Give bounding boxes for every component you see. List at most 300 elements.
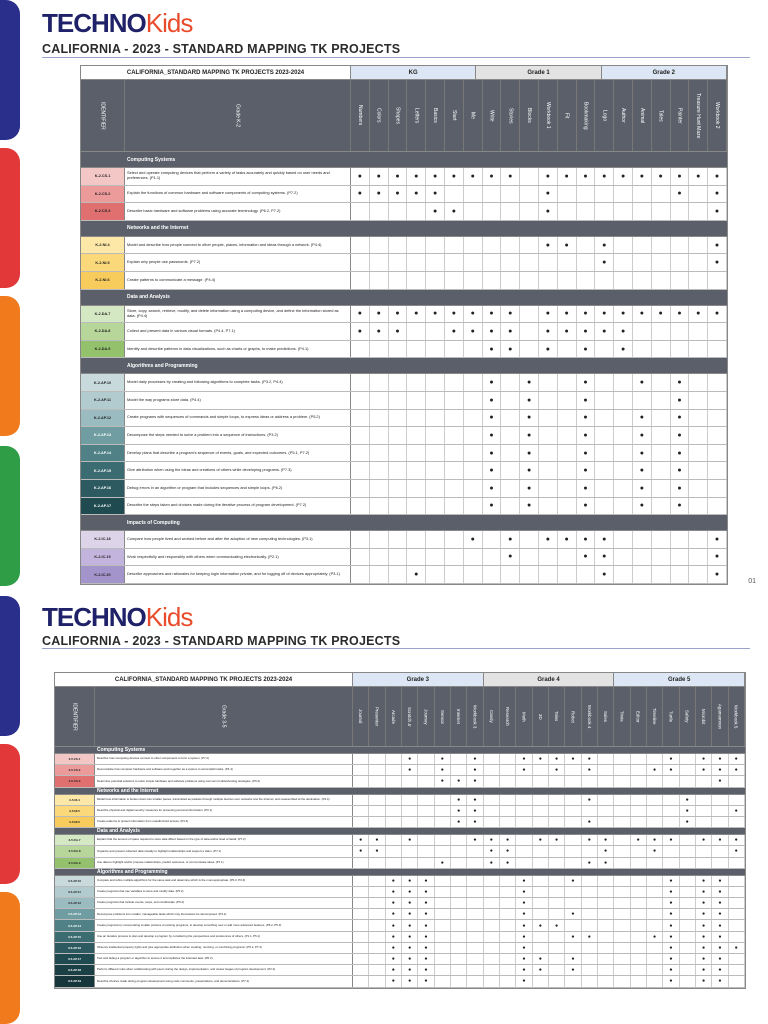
mapped-dot-icon: ● [639, 414, 644, 422]
mapping-cell [402, 932, 418, 942]
mapped-dot-icon: ● [489, 345, 494, 353]
mapped-dot-icon: ● [602, 553, 607, 561]
mapping-cell [533, 954, 549, 964]
mapping-cell [516, 817, 532, 827]
mapping-cell [370, 498, 389, 515]
project-name: Stories [507, 107, 514, 124]
mapping-cell [386, 776, 402, 786]
mapping-cell [696, 920, 712, 930]
mapping-cell [353, 754, 369, 764]
mapped-dot-icon: ● [473, 756, 477, 763]
mapping-cell [614, 374, 633, 391]
mapped-dot-icon: ● [669, 888, 673, 895]
standard-description: Explain why people use passwords. (P7.2) [125, 254, 351, 271]
mapping-cell [633, 566, 652, 583]
mapping-cell [520, 306, 539, 323]
mapping-cell [558, 498, 577, 515]
mapping-cell [708, 203, 727, 220]
mapping-cell [484, 976, 500, 986]
mapping-cell [712, 754, 728, 764]
mapped-dot-icon: ● [669, 877, 673, 884]
mapping-cell [539, 254, 558, 271]
grade-label-header [125, 80, 351, 151]
mapping-cell [370, 272, 389, 289]
mapping-cell [729, 943, 745, 953]
mapping-cell [369, 846, 385, 856]
mapping-cell [680, 795, 696, 805]
mapping-cell [598, 943, 614, 953]
mapped-dot-icon: ● [571, 933, 575, 940]
mapping-cell [501, 272, 520, 289]
mapping-cell [467, 846, 483, 856]
mapping-cell [680, 806, 696, 816]
mapping-cell [407, 272, 426, 289]
mapped-dot-icon: ● [408, 978, 412, 985]
mapping-cell [652, 392, 671, 409]
mapping-cell [451, 754, 467, 764]
standard-row [81, 272, 727, 290]
mapping-cell [549, 909, 565, 919]
mapping-cell [370, 186, 389, 203]
project-column-header [633, 80, 652, 151]
mapped-dot-icon: ● [587, 859, 591, 866]
standard-id: 3-5.AP.11 [55, 887, 95, 897]
mapping-cell [631, 817, 647, 827]
mapping-cell [516, 887, 532, 897]
mapping-cell [577, 392, 596, 409]
standard-id: K-2.AP.17 [81, 498, 125, 515]
mapping-cell [389, 168, 408, 185]
mapping-cell [652, 462, 671, 479]
mapping-cell [558, 566, 577, 583]
mapped-dot-icon: ● [669, 956, 673, 963]
mapping-cell [389, 427, 408, 444]
mapping-cell [696, 835, 712, 845]
mapping-cell [353, 817, 369, 827]
mapped-dot-icon: ● [522, 978, 526, 985]
mapping-cell [663, 965, 679, 975]
mapped-dot-icon: ● [701, 837, 706, 844]
mapping-cell [516, 765, 532, 775]
mapping-cell [663, 754, 679, 764]
mapping-cell [467, 858, 483, 868]
mapping-cell [652, 306, 671, 323]
mapping-cell [451, 876, 467, 886]
mapping-cell [516, 920, 532, 930]
mapping-cell [464, 203, 483, 220]
standard-row [55, 806, 745, 817]
mapping-cell [353, 965, 369, 975]
mapping-cell [445, 341, 464, 358]
mapping-cell [729, 754, 745, 764]
standard-row [55, 795, 745, 806]
standard-row [81, 462, 727, 480]
mapping-cell [598, 898, 614, 908]
mapped-dot-icon: ● [408, 877, 412, 884]
mapping-cell [520, 445, 539, 462]
mapping-cell [353, 776, 369, 786]
mapping-cell [549, 887, 565, 897]
mapping-cell [426, 203, 445, 220]
mapping-cell [353, 846, 369, 856]
mapping-cell [389, 392, 408, 409]
mapped-dot-icon: ● [473, 796, 477, 803]
mapping-cell [696, 795, 712, 805]
mapping-cell [464, 341, 483, 358]
mapping-cell [689, 549, 708, 566]
mapping-cell [729, 932, 745, 942]
project-name: Animal [638, 107, 645, 124]
mapping-cell [598, 765, 614, 775]
mapping-cell [353, 976, 369, 986]
mapping-cell [426, 237, 445, 254]
mapping-cell [467, 835, 483, 845]
mapping-cell [614, 835, 630, 845]
mapped-dot-icon: ● [522, 877, 526, 884]
standard-id: K-2.NI.4 [81, 237, 125, 254]
mapping-cell [565, 976, 581, 986]
mapping-cell [577, 374, 596, 391]
project-name: Journey [423, 708, 429, 725]
mapping-cell [464, 374, 483, 391]
mapping-cell [595, 427, 614, 444]
standard-id: 3-5.CS.2 [55, 765, 95, 775]
project-column-header [445, 80, 464, 151]
mapping-cell [565, 765, 581, 775]
mapping-cell [533, 876, 549, 886]
mapping-cell [565, 876, 581, 886]
mapped-dot-icon: ● [391, 978, 395, 985]
mapping-cell [680, 817, 696, 827]
mapping-cell [351, 549, 370, 566]
mapping-cell [671, 480, 690, 497]
mapped-dot-icon: ● [526, 379, 532, 387]
project-column-header [696, 687, 712, 746]
mapped-dot-icon: ● [506, 837, 510, 844]
mapped-dot-icon: ● [489, 502, 494, 510]
mapped-dot-icon: ● [376, 172, 381, 180]
mapping-cell [435, 754, 451, 764]
mapped-dot-icon: ● [583, 345, 588, 353]
mapped-dot-icon: ● [489, 431, 494, 439]
mapping-cell [558, 237, 577, 254]
mapped-dot-icon: ● [522, 922, 526, 929]
mapped-dot-icon: ● [677, 172, 682, 180]
standard-id: K-2.IC.19 [81, 549, 125, 566]
mapping-cell [582, 765, 598, 775]
mapping-cell [435, 846, 451, 856]
mapping-cell [520, 462, 539, 479]
mapping-cell [426, 254, 445, 271]
mapping-cell [351, 237, 370, 254]
mapping-cell [708, 272, 727, 289]
mapping-cell [633, 254, 652, 271]
mapping-cell [729, 976, 745, 986]
mapping-cell [680, 932, 696, 942]
mapped-dot-icon: ● [545, 310, 550, 318]
standard-row [81, 306, 727, 324]
project-column-header [671, 80, 690, 151]
mapped-dot-icon: ● [489, 396, 494, 404]
mapped-dot-icon: ● [375, 837, 379, 844]
mapping-cell [614, 480, 633, 497]
mapping-cell [631, 954, 647, 964]
mapping-cell [680, 876, 696, 886]
mapping-cell [577, 306, 596, 323]
mapped-dot-icon: ● [391, 911, 395, 918]
mapping-cell [467, 920, 483, 930]
mapped-dot-icon: ● [555, 767, 559, 774]
mapping-cell [435, 765, 451, 775]
standard-row [55, 932, 745, 943]
mapping-cell [464, 237, 483, 254]
mapping-cell [633, 168, 652, 185]
standard-row [81, 566, 727, 584]
mapping-cell [708, 498, 727, 515]
mapping-cell [370, 549, 389, 566]
mapping-cell [696, 976, 712, 986]
project-name: Blocks [526, 108, 533, 123]
mapped-dot-icon: ● [602, 241, 607, 249]
project-name: Turtle [668, 710, 674, 723]
mapping-cell [663, 909, 679, 919]
mapped-dot-icon: ● [639, 484, 644, 492]
mapping-cell [614, 498, 633, 515]
mapped-dot-icon: ● [583, 535, 588, 543]
mapping-cell [614, 445, 633, 462]
mapped-dot-icon: ● [555, 837, 559, 844]
mapping-cell [712, 887, 728, 897]
mapping-cell [386, 954, 402, 964]
mapped-dot-icon: ● [714, 190, 720, 198]
mapping-cell [539, 374, 558, 391]
mapping-cell [680, 765, 696, 775]
mapping-cell [418, 806, 434, 816]
mapping-cell [407, 549, 426, 566]
mapped-dot-icon: ● [391, 888, 395, 895]
mapped-dot-icon: ● [508, 535, 513, 543]
mapping-cell [501, 410, 520, 427]
standard-id: K-2.NI.5 [81, 254, 125, 271]
mapping-cell [533, 898, 549, 908]
mapping-cell [467, 965, 483, 975]
standard-row [81, 203, 727, 221]
mapping-cell [680, 846, 696, 856]
mapping-cell [370, 323, 389, 340]
mapping-cell [696, 817, 712, 827]
standard-description: Describe choices made during program development using code comments, presentations, and demonstrations. (P7.2) [95, 976, 353, 986]
mapping-cell [501, 392, 520, 409]
mapping-cell [533, 965, 549, 975]
standard-id: 3-5.NI.6 [55, 817, 95, 827]
mapping-cell [501, 445, 520, 462]
mapping-cell [689, 480, 708, 497]
mapped-dot-icon: ● [424, 967, 428, 974]
mapping-cell [451, 806, 467, 816]
mapped-dot-icon: ● [489, 848, 493, 855]
mapped-dot-icon: ● [685, 796, 689, 803]
column-header-row [81, 80, 727, 152]
mapping-cell [633, 410, 652, 427]
mapping-cell [484, 806, 500, 816]
mapping-cell [533, 765, 549, 775]
standard-description: Give attribution when using the ideas and creations of others while developing programs. (P7.3) [125, 462, 351, 479]
mapping-cell [520, 410, 539, 427]
mapping-cell [520, 272, 539, 289]
mapping-cell [484, 898, 500, 908]
project-name: Robot [570, 710, 576, 723]
mapping-cell [549, 898, 565, 908]
standard-description: Model and describe how people connect to other people, places, information and ideas through a network. (P4.4) [125, 237, 351, 254]
mapped-dot-icon: ● [718, 837, 722, 844]
mapping-cell [353, 765, 369, 775]
mapping-cell [386, 965, 402, 975]
standard-description: Create patterns to communicate a message. (P4.4) [125, 272, 351, 289]
standard-description: Identify and describe patterns in data visualizations, such as charts or graphs, to make predictions. (P4.1) [125, 341, 351, 358]
section-title: Algorithms and Programming [127, 362, 198, 369]
mapped-dot-icon: ● [639, 310, 644, 318]
mapped-dot-icon: ● [470, 310, 475, 318]
mapping-cell [467, 795, 483, 805]
mapping-cell [445, 566, 464, 583]
standard-description: Store, copy, search, retrieve, modify, and delete information using a computing device, and define the information stored as data. (P4.4) [125, 306, 351, 323]
mapped-dot-icon: ● [734, 848, 738, 855]
grade-label: Grade K-2 [234, 103, 241, 128]
standard-description: Compare how people lived and worked before and after the adoption of new computing technologies. (P3.1) [125, 531, 351, 548]
project-name: Sensor [439, 709, 445, 724]
mapped-dot-icon: ● [470, 172, 475, 180]
mapping-cell [647, 943, 663, 953]
project-name: Research [505, 707, 511, 726]
mapping-cell [402, 754, 418, 764]
standard-row [55, 754, 745, 765]
mapping-cell [631, 932, 647, 942]
project-column-header [407, 80, 426, 151]
mapping-cell [389, 323, 408, 340]
project-column-header [520, 80, 539, 151]
mapping-cell [595, 374, 614, 391]
mapped-dot-icon: ● [583, 431, 588, 439]
mapping-cell [595, 306, 614, 323]
mapped-dot-icon: ● [685, 807, 689, 814]
mapped-dot-icon: ● [414, 571, 419, 579]
mapping-cell [445, 498, 464, 515]
standard-description: Use data to highlight and/or propose relationships, predict outcomes, or communicate ideas. (P7.1) [95, 858, 353, 868]
project-name: Agamemnon [717, 704, 723, 729]
mapping-cell [647, 817, 663, 827]
mapping-cell [501, 237, 520, 254]
mapping-cell [435, 806, 451, 816]
mapping-cell [370, 480, 389, 497]
mapping-cell [565, 858, 581, 868]
mapped-dot-icon: ● [538, 756, 542, 763]
mapping-cell [520, 566, 539, 583]
mapped-dot-icon: ● [391, 956, 395, 963]
standard-row [81, 237, 727, 255]
mapped-dot-icon: ● [489, 172, 494, 180]
mapping-cell [402, 887, 418, 897]
section-title: Algorithms and Programming [97, 868, 168, 875]
mapping-cell [407, 445, 426, 462]
mapping-cell [351, 462, 370, 479]
mapping-cell [445, 410, 464, 427]
mapping-cell [663, 954, 679, 964]
mapping-cell [663, 765, 679, 775]
mapping-cell [353, 835, 369, 845]
project-column-header [370, 80, 389, 151]
mapping-cell [418, 765, 434, 775]
mapping-cell [369, 858, 385, 868]
mapping-cell [418, 795, 434, 805]
mapping-cell [663, 806, 679, 816]
mapping-cell [689, 203, 708, 220]
mapping-cell [708, 374, 727, 391]
mapping-cell [370, 392, 389, 409]
mapping-cell [652, 323, 671, 340]
mapping-cell [484, 817, 500, 827]
mapping-cell [558, 445, 577, 462]
mapped-dot-icon: ● [414, 172, 419, 180]
brand-kids: Kids [145, 602, 193, 632]
standard-description: Model daily processes by creating and following algorithms to complete tasks. (P3.2, P4.4) [125, 374, 351, 391]
mapping-cell [407, 186, 426, 203]
mapped-dot-icon: ● [526, 484, 532, 492]
mapping-cell [680, 909, 696, 919]
standard-row [81, 168, 727, 186]
title-divider [42, 648, 750, 649]
project-name: Sales [603, 711, 609, 722]
mapping-cell [582, 835, 598, 845]
project-column-header [595, 80, 614, 151]
mapping-cell [467, 876, 483, 886]
mapping-cell [516, 795, 532, 805]
project-name: Start [450, 110, 457, 121]
mapping-cell [533, 858, 549, 868]
project-column-header [729, 687, 745, 746]
mapped-dot-icon: ● [545, 535, 550, 543]
mapping-cell [418, 887, 434, 897]
mapping-cell [689, 392, 708, 409]
mapped-dot-icon: ● [701, 911, 706, 918]
section-title: Networks and the Internet [97, 787, 159, 794]
mapping-cell [712, 943, 728, 953]
mapped-dot-icon: ● [489, 327, 494, 335]
mapping-cell [484, 920, 500, 930]
mapping-cell [582, 887, 598, 897]
mapped-dot-icon: ● [538, 967, 542, 974]
mapping-table-3-5 [54, 672, 746, 989]
standard-row [55, 876, 745, 887]
mapping-cell [533, 976, 549, 986]
mapped-dot-icon: ● [408, 888, 412, 895]
mapped-dot-icon: ● [653, 767, 657, 774]
project-name: Workbook 5 [733, 704, 739, 729]
mapping-cell [558, 462, 577, 479]
mapping-cell [500, 876, 516, 886]
mapping-cell [501, 498, 520, 515]
project-name: Workbook 1 [544, 102, 551, 129]
mapped-dot-icon: ● [583, 379, 588, 387]
mapping-cell [729, 858, 745, 868]
mapped-dot-icon: ● [718, 888, 722, 895]
mapping-cell [445, 392, 464, 409]
mapping-cell [631, 920, 647, 930]
mapping-cell [351, 306, 370, 323]
mapping-cell [435, 835, 451, 845]
mapping-cell [647, 932, 663, 942]
mapping-cell [614, 531, 633, 548]
mapping-cell [696, 754, 712, 764]
